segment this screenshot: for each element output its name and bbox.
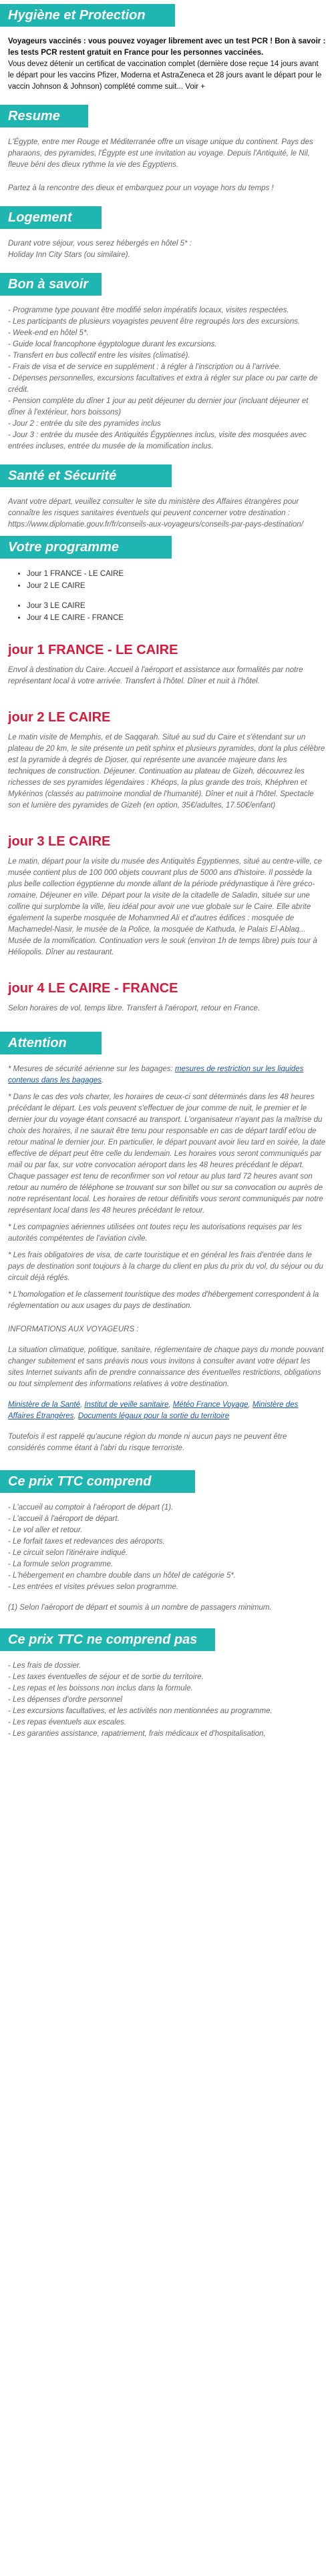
list-item: - Les participants de plusieurs voyagistes peuvent être regroupés lors des excursions. xyxy=(8,318,301,326)
list-item: - Le vol aller et retour. xyxy=(8,1526,83,1534)
attention-paragraph-3: * Les compagnies aériennes utilisées ont toutes reçu les autorisations requises par les autorités compétentes de l'aviation civile. xyxy=(8,1223,302,1243)
list-item: - Les repas éventuels aux escales. xyxy=(8,1718,127,1726)
list-item: - Les frais de dossier. xyxy=(8,1662,81,1670)
list-item: - Jour 2 : entrée du site des pyramides inclus xyxy=(8,420,161,428)
hygiene-text xyxy=(0,36,334,93)
logement-paragraph xyxy=(0,238,334,261)
section-title-attention: Attention xyxy=(0,1032,102,1054)
section-title-programme: Votre programme xyxy=(0,536,172,559)
info-voyageurs-title: INFORMATIONS AUX VOYAGEURS : xyxy=(8,1325,139,1333)
attention-paragraph-5: * L'homologation et le classement touristique des modes d'hébergement correspondent à la réglementation ou aux usages du pays de destination. xyxy=(8,1291,319,1310)
list-item: - Dépenses personnelles, excursions facultatives et extra à régler sur place ou par carte de crédit. xyxy=(8,374,318,394)
day-1-text: Envol à destination du Caire. Accueil à l'aéroport et assistance aux formalités par notre représentant local à votre arrivée. Transfert à l'hôtel. Dîner et nuit à l'hôtel. xyxy=(8,666,303,685)
list-item: - L'hébergement en chambre double dans un hôtel de catégorie 5*. xyxy=(8,1572,236,1580)
section-title-resume: Resume xyxy=(0,105,88,127)
attention-final: Toutefois il est rappelé qu'aucune région du monde ni aucun pays ne peuvent être considérés comme étant à l'abri du risque terroriste. xyxy=(8,1433,287,1452)
day-1-title: jour 1 FRANCE - LE CAIRE xyxy=(8,643,178,657)
attention-paragraph-4: * Les frais obligatoires de visa, de carte touristique et en général les frais d'entrée dans le pays de destination sont toujours à la charge du client en plus du prix du vol, du séjour ou du circuit déjà réglés. xyxy=(8,1251,323,1282)
section-title-hygiene: Hygiène et Protection xyxy=(0,4,175,27)
resume-paragraph-2: Partez à la rencontre des dieux et embarquez pour un voyage hors du temps ! xyxy=(8,184,274,192)
list-item: - Les entrées et visites prévues selon programme. xyxy=(8,1583,179,1591)
programme-list-2 xyxy=(27,600,334,624)
list-item: - Les excursions facultatives, et les activités non mentionnées au programme. xyxy=(8,1707,273,1715)
link-affaires-etrangeres[interactable]: Ministère des Affaires Étrangères xyxy=(8,1401,299,1420)
section-title-prix-ne-comprend: Ce prix TTC ne comprend pas xyxy=(0,1628,215,1651)
list-item: - Les taxes éventuelles de séjour et de sortie du territoire. xyxy=(8,1673,204,1681)
day-3-text: Le matin, départ pour la visite du musée des Antiquités Égyptiennes, situé au centre-ville, ce musée contient plus de 100 000 objets couvrant plus de 5000 ans d'histoire. Il possède la plus belle collection égyptienne du monde allant de la période prédynastique à l'ère gréco-romaine. Déjeuner en ville. Départ pour la visite de la citadelle de Saladin, située sur une colline qui surplombe la ville, lieu idéal pour avoir une vue globale sur le Caire. Elle abrite également la superbe mosquée de Mohammed Ali et d'autres édifices : mosquée de Machamedel-Nasir, le musée de la Police, la mosquée de Kathuda, le Palais El-Ablaq... Musée de la momification. Continuation vers le souk (environ 1h de temps libre) puis tour à Héliopolis. Dîner au restaurant. xyxy=(8,858,323,956)
sante-paragraph: Avant votre départ, veuillez consulter le site du ministère des Affaires étrangères pour connaître les risques sanitaires éventuels qui peuvent concerner votre destination : https://www.diplomatie.gouv.fr/fr/conseils-aux-voyageurs/conseils-par-pays-destination/ xyxy=(8,498,303,529)
prix-ne-comprend-list xyxy=(0,1660,334,1740)
prix-comprend-note: (1) Selon l'aéroport de départ et soumis à un nombre de passagers minimum. xyxy=(8,1604,272,1612)
list-item: - La formule selon programme. xyxy=(8,1560,114,1568)
day-4-text: Selon horaires de vol, temps libre. Transfert à l'aéroport, retour en France. xyxy=(8,1004,261,1012)
resume-paragraph-1: L'Égypte, entre mer Rouge et Méditerranée offre un visage unique du continent. Pays des pharaons, des pyramides, l'Égypte est une invitation au voyage. Depuis l'Antiquité, le Nil, fleuve béni des dieux rythme la vie des Égyptiens. xyxy=(8,138,313,169)
list-item: - Les dépenses d'ordre personnel xyxy=(8,1696,122,1704)
day-4-title: jour 4 LE CAIRE - FRANCE xyxy=(8,981,178,996)
attention-p1a: * Mesures de sécurité aérienne sur les bagages: xyxy=(8,1065,175,1073)
day-2-text: Le matin visite de Memphis, et de Saqqarah. Situé au sud du Caire et s'étendant sur un plateau de 20 km, le site présente un petit sphinx et plusieurs pyramides, dont la plus célèbre est la pyramide à degrés de Djoser, qui représente une avancée majeure dans les techniques de construction. Déjeuner. Continuation au plateau de Gizeh, découvrez les richesses de ses pyramides légendaires : Khéops, la plus grande des trois, Khéphren et Mykérinos (classés au patrimoine mondial de l'humanité). Dîner et nuit à l'hôtel. Spectacle son et lumière des pyramides de Gizeh (en option, 35€/adultes, 17.50€/enfant) xyxy=(8,733,325,810)
list-item: - Guide local francophone égyptologue durant les excursions. xyxy=(8,340,217,348)
prix-comprend-list xyxy=(0,1502,334,1593)
section-title-sante: Santé et Sécurité xyxy=(0,464,172,487)
voir-plus-link[interactable]: Voir + xyxy=(185,83,206,91)
list-item: - Les garanties assistance, rapatriement, frais médicaux et d'hospitalisation, xyxy=(8,1730,266,1738)
logement-line-2: Holiday Inn City Stars (ou similaire). xyxy=(8,251,130,259)
official-links: Ministère de la Santé, Institut de veille sanitaire, Météo France Voyage, Ministère des Affaires Étrangères, Documents légaux pour la sortie du territoire xyxy=(8,1401,299,1420)
list-item: - Jour 3 : entrée du musée des Antiquités Égyptiennes inclus, visite des mosquées avec entrées incluses, entrée du musée de la momification inclus. xyxy=(8,431,307,450)
list-item: - Programme type pouvant être modifié selon impératifs locaux, visites respectées. xyxy=(8,306,289,314)
section-title-bon-a-savoir: Bon à savoir xyxy=(0,273,102,296)
hygiene-bold: Voyageurs vaccinés : vous pouvez voyager librement avec un test PCR ! Bon à savoir : les tests PCR restent gratuit en France pour les personnes vaccinées. xyxy=(8,37,326,57)
liquides-restriction-link[interactable]: mesures de restriction sur les liquides contenus dans les bagages xyxy=(8,1065,304,1084)
list-item: - Le forfait taxes et redevances des aéroports. xyxy=(8,1538,165,1546)
info-voyageurs-text: La situation climatique, politique, sanitaire, réglementaire de chaque pays du monde pouvant changer subitement et sans préavis nous vous invitons à consulter avant votre départ les sites Internet suivants afin de prendre connaissance des éventuelles restrictions, obligations ou tout simplement des informations relatives à votre destination. xyxy=(8,1346,324,1388)
day-2-title: jour 2 LE CAIRE xyxy=(8,710,111,725)
list-item: - Pension complète du dîner 1 jour au petit déjeuner du dernier jour (incluant déjeuner et dîner à l'extérieur, hors boissons) xyxy=(8,397,309,416)
list-item: - Frais de visa et de service en supplément : à régler à l'inscription ou à l'arrivée. xyxy=(8,363,281,371)
link-ministere-sante[interactable]: Ministère de la Santé xyxy=(8,1401,81,1409)
section-title-prix-comprend: Ce prix TTC comprend xyxy=(0,1470,195,1493)
programme-list-1 xyxy=(27,568,334,592)
link-documents-legaux[interactable]: Documents légaux pour la sortie du territoire xyxy=(77,1412,230,1420)
programme-item-day-2[interactable]: • Jour 2 LE CAIRE xyxy=(27,580,334,592)
link-meteo-france[interactable]: Météo France Voyage xyxy=(172,1401,248,1409)
list-item: - L'accueil au comptoir à l'aéroport de départ (1). xyxy=(8,1504,174,1512)
section-title-logement: Logement xyxy=(0,206,102,229)
hygiene-body: Vous devez détenir un certificat de vaccination complet (dernière dose reçue 14 jours avant le départ pour les vaccins Pfizer, Moderna et AstraZeneca et 28 jours avant le départ pour le vaccin Johnson & Johnson) complété comme suit... xyxy=(8,60,322,91)
attention-paragraph-2: * Dans le cas des vols charter, les horaires de ceux-ci sont déterminés dans les 48 heures précédant le départ. Les vols peuvent s'effectuer de jour comme de nuit, le premier et le dernier jour du voyage étant consacré au transport. L'organisateur n'ayant pas la maîtrise du choix des horaires, il ne saurait être tenu pour responsable en cas de départ tardif et/ou de retour matinal le dernier jour. En particulier, le départ pouvant avoir lieu tard en soirée, la date effective de départ peut être celle du lendemain. Les horaires vous seront communiqués par mail ou par fax, sur votre convocation aéroport dans les 48 heures précédant le départ. Chaque passager est tenu de reconfirmer son vol retour au plus tard 72 heures avant son retour au numéro de téléphone se trouvant sur son billet ou sur sa convocation ou auprès de notre représentant local. Les horaires de retour définitifs vous seront communiqués par notre représentant local dans les 48 heures précédant le retour. xyxy=(8,1093,326,1215)
list-item: - Week-end en hôtel 5*. xyxy=(8,329,89,337)
day-3-title: jour 3 LE CAIRE xyxy=(8,834,111,849)
list-item: - L'accueil à l'aéroport de départ. xyxy=(8,1515,120,1523)
programme-item-day-3[interactable]: • Jour 3 LE CAIRE xyxy=(27,600,334,612)
programme-item-day-4[interactable]: • Jour 4 LE CAIRE - FRANCE xyxy=(27,612,334,624)
logement-line-1: Durant votre séjour, vous serez hébergés en hôtel 5* : xyxy=(8,240,192,248)
attention-p1b: . xyxy=(102,1076,104,1084)
programme-item-day-1[interactable]: • Jour 1 FRANCE - LE CAIRE xyxy=(27,568,334,580)
trip-details-page xyxy=(0,4,334,1753)
list-item: - Transfert en bus collectif entre les visites (climatisé). xyxy=(8,352,190,360)
attention-paragraph-1 xyxy=(0,1064,334,1086)
bon-a-savoir-list xyxy=(0,305,334,452)
list-item: - Les repas et les boissons non inclus dans la formule. xyxy=(8,1684,193,1692)
list-item: - Le circuit selon l'itinéraire indiqué. xyxy=(8,1549,128,1557)
link-veille-sanitaire[interactable]: Institut de veille sanitaire xyxy=(84,1401,169,1409)
